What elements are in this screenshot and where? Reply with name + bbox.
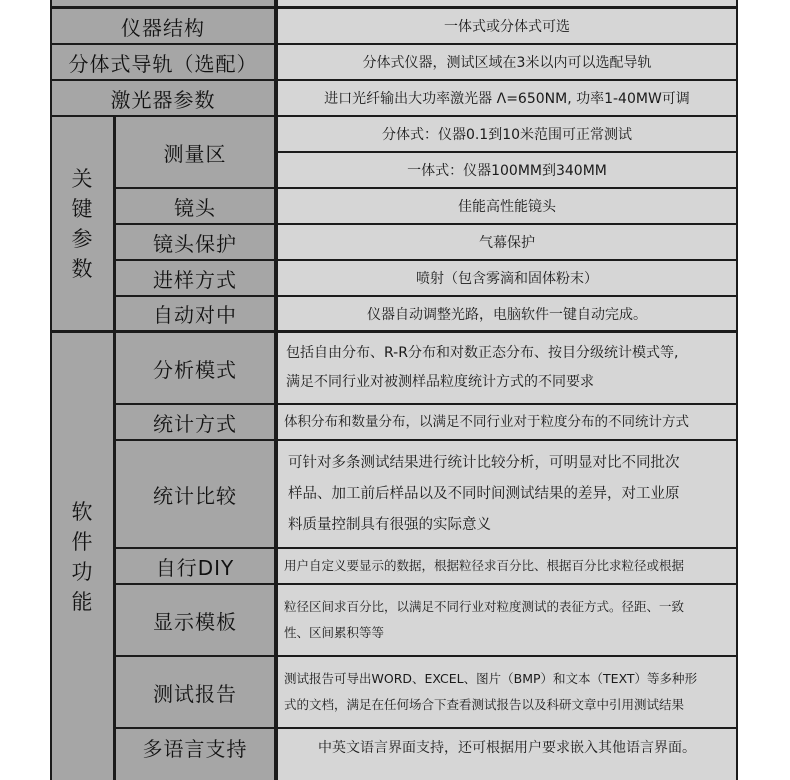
key-params-char: 参 [71,226,94,251]
key-params-char: 键 [71,196,94,221]
measure-split-value: 分体式：仪器0.1到10米范围可正常测试 [278,117,736,151]
top-row-value [278,0,736,6]
lens-label: 镜头 [116,189,274,223]
lens-protect-label: 镜头保护 [116,225,274,259]
center-label: 自动对中 [116,297,274,330]
analysis-line: 包括自由分布、R-R分布和对数正态分布、按目分级统计模式等, [286,345,679,361]
analysis-value [278,333,736,403]
laser-label: 激光器参数 [52,81,274,115]
software-char: 能 [71,589,94,614]
compare-line: 样品、加工前后样品以及不同时间测试结果的差异，对工业原 [288,485,680,502]
diy-label: 自行DIY [116,549,274,583]
report-value [278,657,736,727]
compare-line: 料质量控制具有很强的实际意义 [288,516,491,533]
rail-value: 分体式仪器，测试区域在3米以内可以选配导轨 [278,45,736,79]
measure-label: 测量区 [116,117,274,187]
compare-label: 统计比较 [116,441,274,547]
lang-label: 多语言支持 [116,729,274,780]
spec-table [50,0,738,780]
software-group-label [52,333,113,780]
feed-value: 喷射（包含雾滴和固体粉末） [278,261,736,295]
template-line: 粒径区间求百分比，以满足不同行业对粒度测试的表征方式。径距、一致 [284,599,685,614]
software-char: 功 [71,559,94,584]
analysis-line: 满足不同行业对被测样品粒度统计方式的不同要求 [286,374,594,390]
software-char: 件 [71,529,94,554]
feed-label: 进样方式 [116,261,274,295]
lens-protect-value: 气幕保护 [278,225,736,259]
compare-value [278,441,736,547]
stat-label: 统计方式 [116,405,274,439]
key-params-char: 数 [71,256,94,281]
template-value [278,585,736,655]
structure-label: 仪器结构 [52,9,274,43]
lang-value: 中英文语言界面支持，还可根据用户要求嵌入其他语言界面。 [278,729,736,780]
analysis-label: 分析模式 [116,333,274,403]
report-line: 式的文档，满足在任何场合下查看测试报告以及科研文章中引用测试结果 [284,697,685,712]
compare-line: 可针对多条测试结果进行统计比较分析，可明显对比不同批次 [288,454,680,471]
stat-value: 体积分布和数量分布，以满足不同行业对于粒度分布的不同统计方式 [278,405,736,439]
key-params-char: 关 [71,166,94,191]
measure-integrated-value: 一体式：仪器100MM到340MM [278,153,736,187]
lens-value: 佳能高性能镜头 [278,189,736,223]
center-value: 仪器自动调整光路，电脑软件一键自动完成。 [278,297,736,330]
report-label: 测试报告 [116,657,274,727]
software-char: 软 [71,499,94,524]
diy-value: 用户自定义要显示的数据，根据粒径求百分比、根据百分比求粒径或根据 [278,549,736,583]
structure-value: 一体式或分体式可选 [278,9,736,43]
template-line: 性、区间累积等等 [284,625,385,640]
rail-label: 分体式导轨（选配） [52,45,274,79]
top-row-label [52,0,274,6]
template-label: 显示模板 [116,585,274,655]
laser-value: 进口光纤输出大功率激光器 Λ=650NM, 功率1-40MW可调 [278,81,736,115]
report-line: 测试报告可导出WORD、EXCEL、图片（BMP）和文本（TEXT）等多种形 [284,671,698,686]
key-params-group-label [52,117,113,330]
